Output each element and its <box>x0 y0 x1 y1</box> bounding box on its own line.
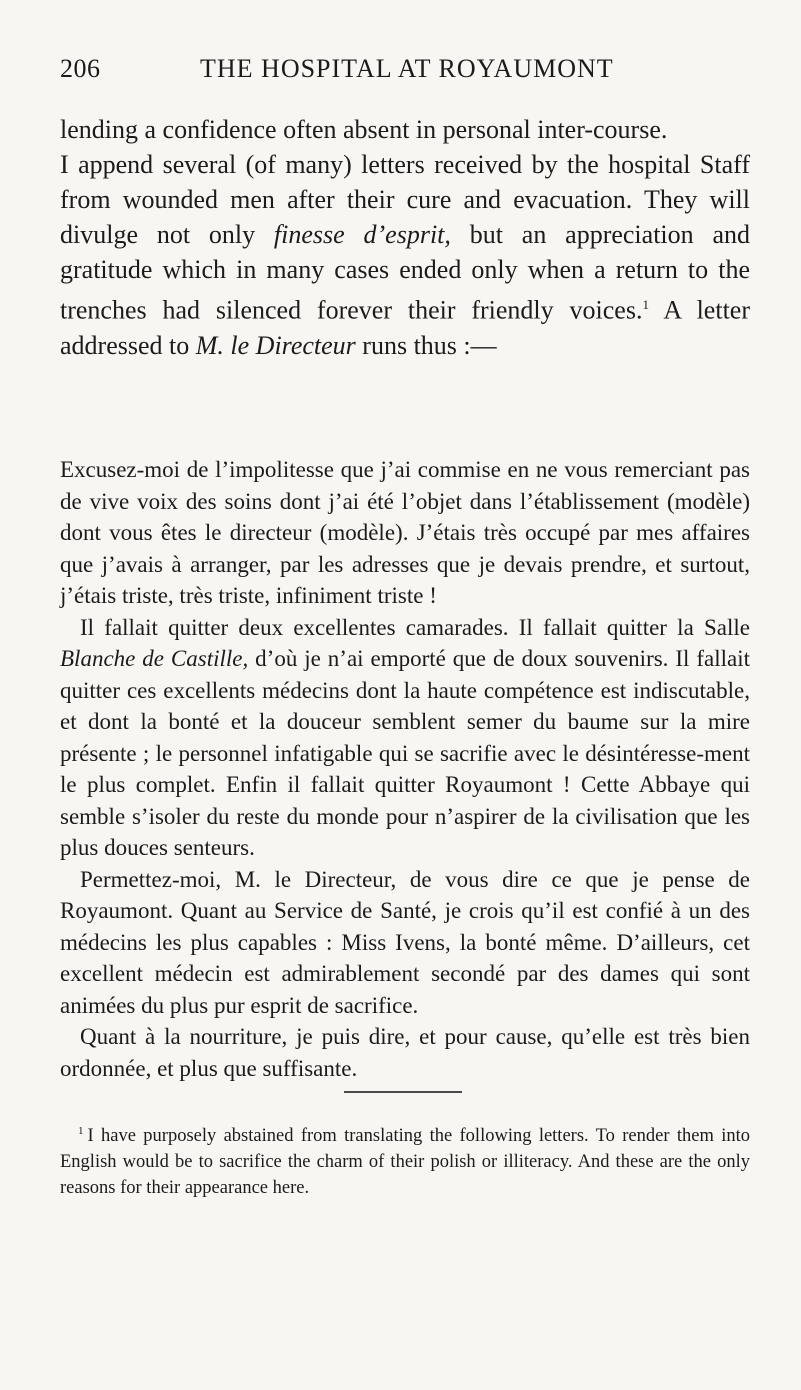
main-text <box>60 112 750 363</box>
letter-text: Il fallait quitter deux excellentes camarades. Il fallait quitter la Salle <box>80 614 750 640</box>
footnote-paragraph <box>60 1118 750 1201</box>
footnote <box>60 1118 750 1201</box>
page-number: 206 <box>60 54 101 83</box>
italic-addressee: M. le Directeur <box>195 330 356 360</box>
footnote-divider <box>344 1091 462 1093</box>
footnote-mark: 1 <box>78 1125 84 1137</box>
footnote-reference[interactable]: 1 <box>642 297 649 312</box>
quoted-letter <box>60 454 750 1084</box>
paragraph-text: but an appreciation and gratitude which in many cases ended only when a return to the trenches had silenced forever their friendly voices. <box>60 220 751 325</box>
running-head <box>60 54 750 94</box>
italic-ward-name: Blanche de Castille, <box>60 646 249 671</box>
letter-paragraph: Excusez-moi de l’impolitesse que j’ai commise en ne vous remerciant pas de vive voix des soins dont j’ai été l’objet dans l’établissement (modèle) dont vous êtes le directeur (modèle). J’étais très occupé par mes affaires que j’avais à arranger, par les adresses que je devais prendre, et surtout, j’étais triste, très triste, infiniment triste ! <box>60 457 750 608</box>
letter-paragraph: Permettez-moi, M. le Directeur, de vous dire ce que je pense de Royaumont. Quant au Service de Santé, je crois qu’il est confié à un des médecins les plus capables : Miss Ivens, la bonté même. D’ailleurs, cet excellent médecin est admirablement secondé par des dames qui sont animées du plus pur esprit de sacrifice. <box>60 866 750 1018</box>
letter-paragraph: Quant à la nourriture, je puis dire, et pour cause, qu’elle est très bien ordonnée, et plus que suffisante. <box>60 1024 750 1081</box>
paragraph-text: I append several (of many) letters received by the hospital Staff from wounded men after their cure and evacuation. They will divulge not only <box>60 150 750 249</box>
paragraph-append <box>60 147 750 363</box>
letter-text: d’où je n’ai emporté que de doux souvenirs. Il fallait quitter ces excellents médecins dont la haute compétence est indiscutable, et dont la bonté et la douceur semblent semer du baume sur la mire présente ; le personnel infatigable qui se sacrifie avec le désintéresse-ment le plus complet. Enfin il fallait quitter Royaumont ! Cette Abbaye qui semble s’isoler du reste du monde pour n’aspirer de la civilisation que les plus douces senteurs. <box>60 646 750 860</box>
paragraph-text: runs thus :— <box>355 330 497 360</box>
running-title: THE HOSPITAL AT ROYAUMONT <box>200 54 614 83</box>
footnote-text: I have purposely abstained from translating the following letters. To render them into English would be to sacrifice the charm of their polish or illiteracy. And these are the only reasons for their appearance here. <box>60 1126 750 1199</box>
letter-paragraph <box>60 612 750 864</box>
italic-phrase: finesse d’esprit, <box>273 220 451 249</box>
paragraph-intro: lending a confidence often absent in personal inter-course. <box>60 115 668 144</box>
paragraph-text: A letter addressed to <box>60 295 750 360</box>
